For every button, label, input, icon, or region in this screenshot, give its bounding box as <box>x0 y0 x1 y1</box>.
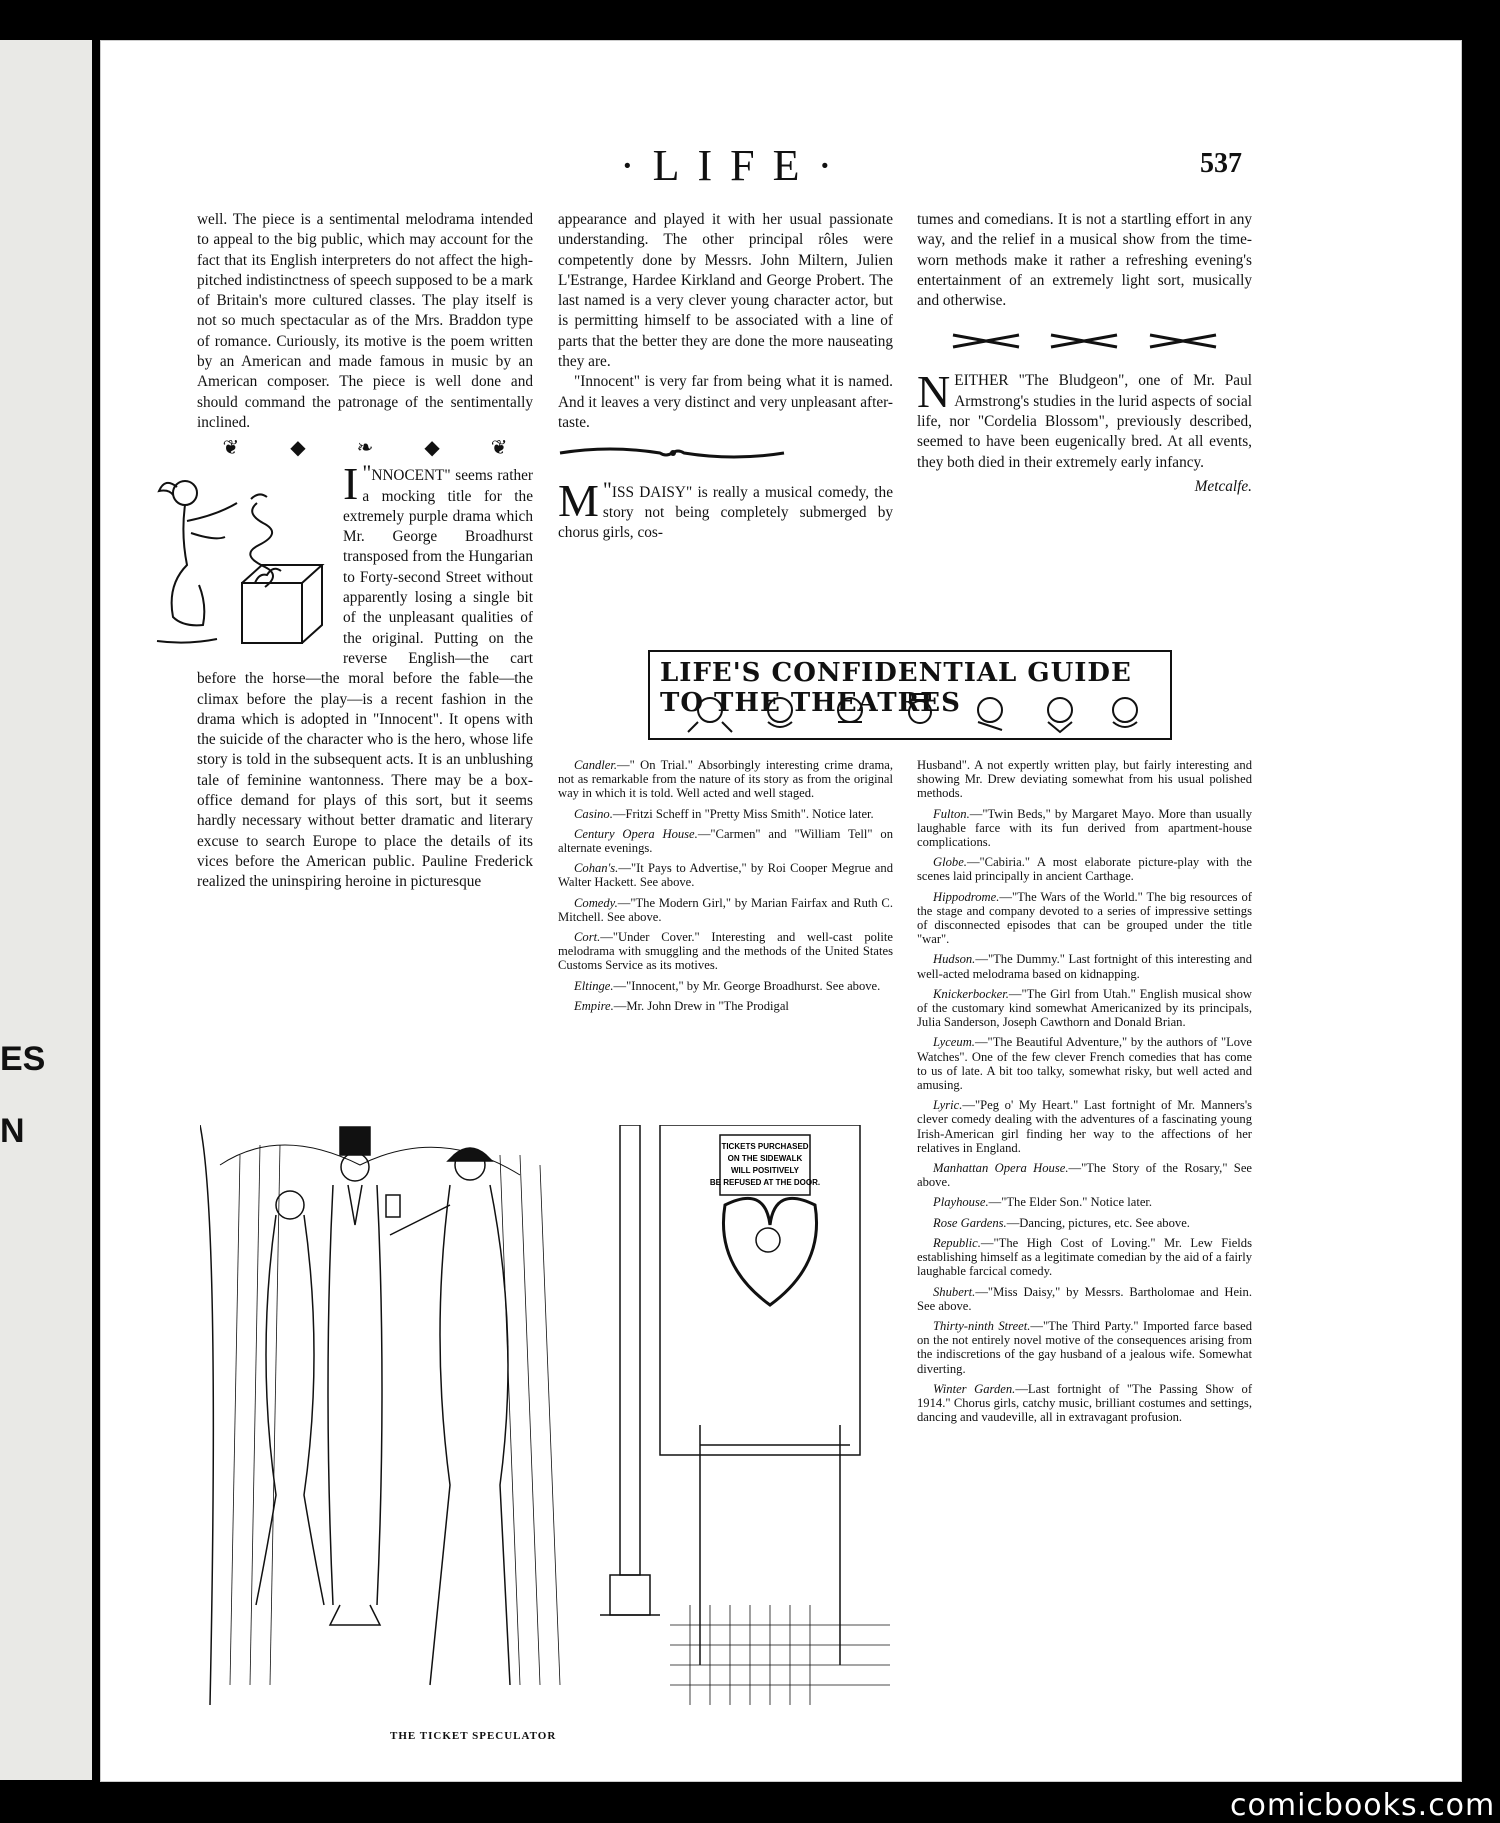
ornament-divider <box>197 433 533 463</box>
theatre-listing <box>558 861 893 889</box>
theatre-listing <box>917 1319 1252 1376</box>
column-2 <box>558 210 893 543</box>
ornament-icon: ◆ <box>424 437 440 460</box>
adjacent-page-fragment: ES <box>0 1040 46 1078</box>
venue-name: Century Opera House. <box>574 826 698 841</box>
cartoon-caption: THE TICKET SPECULATOR <box>390 1730 557 1742</box>
venue-name: Lyceum. <box>933 1035 975 1050</box>
crossed-swords-icon <box>951 331 1021 351</box>
listing-text: —"The Girl from Utah." English musical show of the customary kind somewhat Americanized by its principals, Julia Sanderson, Joseph Cawthorn and Donald Brian. <box>917 986 1252 1030</box>
venue-name: Winter Garden. <box>933 1381 1016 1396</box>
theatre-guide-banner <box>648 650 1172 740</box>
listing-text: —"It Pays to Advertise," by Roi Cooper Megrue and Walter Hackett. See above. <box>558 861 893 890</box>
venue-name: Hippodrome. <box>933 889 1000 904</box>
crossed-swords-icon <box>1148 331 1218 351</box>
paragraph: ISS DAISY" is really a musical comedy, the story not being completely submerged by chorus girls, cos- <box>558 483 893 542</box>
listing-text: —" On Trial." Absorbingly interesting crime drama, not as remarkable from the nature of its story as from the original way in which it is told. Well acted and well staged. <box>558 758 893 801</box>
theatre-listing <box>558 827 893 855</box>
theatre-listing <box>917 1195 1252 1209</box>
kneeling-figure-with-snake-illustration <box>137 463 337 663</box>
theatre-listing <box>917 890 1252 947</box>
ornament-icon: ❦ <box>490 437 508 460</box>
theatre-listings-left <box>558 758 893 1019</box>
theatre-listing <box>917 855 1252 883</box>
venue-name: Rose Gardens. <box>933 1215 1007 1230</box>
venue-name: Playhouse. <box>933 1195 989 1210</box>
listing-text: —"Cabiria." A most elaborate picture-play with the scenes laid principally in ancient Carthage. <box>917 855 1252 884</box>
venue-name: Candler. <box>574 758 618 772</box>
author-signature: Metcalfe. <box>1194 477 1252 495</box>
review-innocent: " I NNOCENT" seems rather a mocking title for the extremely purple drama which Mr. George Broadhurst transposed from the Hungarian to Forty-second Street without apparently losing a single bit of the unpleasant qualities of the original. Putting on the reverse English—the cart before the horse—the moral before the fable—the climax before the play—is a recent fashion in the drama which is adopted in "Innocent". It opens with the suicide of the character who is the hero, whose life story is told in the subsequent acts. It is an unblushing tale of feminine wantonness. There may be a box-office demand for plays of this sort, but it seems hardly necessary without better dramatic and literary excuse to search Europe to place the details of its vices before the American public. Pauline Frederick realized the uninspiring heroine in picturesque <box>197 463 533 892</box>
theatre-listing <box>558 896 893 924</box>
watermark-text: comicbooks.com <box>1230 1788 1496 1823</box>
drop-cap: M <box>558 474 599 526</box>
listing-text: —"The Beautiful Adventure," by the authors of "Love Watches". One of the few clever French comedies that has come to us of late. A bit too talky, somewhat risky, but well acted and amusing. <box>917 1035 1252 1093</box>
venue-name: Shubert. <box>933 1284 976 1299</box>
listing-text: —"The Dummy." Last fortnight of this interesting and well-acted melodrama based on kidnapping. <box>917 952 1252 981</box>
theatre-listing <box>917 1382 1252 1425</box>
theatre-listing <box>558 979 893 993</box>
theatre-listings-right <box>917 758 1252 1430</box>
ticket-speculator-cartoon-illustration <box>200 1125 890 1705</box>
guide-banner-title: LIFE'S CONFIDENTIAL GUIDE TO THE THEATRES <box>660 658 1132 718</box>
theatre-listing <box>558 807 893 821</box>
crossed-swords-icon <box>1049 331 1119 351</box>
venue-name: Globe. <box>933 855 967 870</box>
ticket-sign-text: WILL POSITIVELY <box>730 1166 800 1175</box>
theatre-listing <box>917 1216 1252 1230</box>
listing-text: —"Peg o' My Heart." Last fortnight of Mr. Manners's clever comedy dealing with the adventures of a fascinating young Irish-American girl finding her way to the affections of her relatives in England. <box>917 1098 1252 1155</box>
theatre-listing <box>917 952 1252 980</box>
listing-text: —"Under Cover." Interesting and well-cast polite melodrama with smuggling and the methods of the United States Customs Service as its motives. <box>558 930 893 973</box>
venue-name: Empire. <box>574 998 614 1013</box>
venue-name: Hudson. <box>933 952 976 967</box>
listing-text: —"Carmen" and "William Tell" on alternate evenings. <box>558 826 893 856</box>
venue-name: Lyric. <box>933 1098 963 1113</box>
listing-text: —"The High Cost of Loving." Mr. Lew Fields establishing himself as a legitimate comedian by the aid of a fairly laughable farcical comedy. <box>917 1235 1252 1279</box>
paragraph: tumes and comedians. It is not a startling effort in any way, and the relief in a musical show from the time-worn methods make it rather a refreshing evening's entertainment of an extremely light sort, musically and otherwise. <box>917 211 1252 310</box>
paragraph: well. The piece is a sentimental melodrama intended to appeal to the big public, which may account for the fact that its English interpreters do not affect the high-pitched indistinctness of speech supposed to be a mark of Britain's more cultured classes. The play itself is not so much spectacular as of the Mrs. Braddon type of romance. Curiously, its motive is the poem written by an American and made famous in music by an American composer. The piece is well done and should command the patronage of the sentimentally inclined. <box>197 211 533 431</box>
listing-text: —"Twin Beds," by Margaret Mayo. More than usually laughable farce with its fun derived from apartment-house complications. <box>917 806 1252 850</box>
venue-name: Comedy. <box>574 895 618 910</box>
ticket-sign-text: ON THE SIDEWALK <box>727 1154 803 1163</box>
theatre-listing <box>917 1161 1252 1189</box>
paragraph: EITHER "The Bludgeon", one of Mr. Paul Armstrong's studies in the lurid aspects of social life, nor "Cordelia Blossom", previously described, seemed to have been eugenically bred. At all events, they both died in their extremely early infancy. <box>917 372 1252 471</box>
listing-text: —Dancing, pictures, etc. See above. <box>1006 1215 1190 1230</box>
theatre-listing <box>917 1285 1252 1313</box>
listing-text: —Last fortnight of "The Passing Show of 1914." Chorus girls, catchy music, brilliant costumes and settings, dancing and vaudeville, all in extravagant profusion. <box>917 1381 1253 1425</box>
listing-text: —Mr. John Drew in "The Prodigal <box>613 998 789 1013</box>
listing-text: —"The Story of the Rosary," See above. <box>917 1161 1252 1190</box>
listing-continuation: Husband". A not expertly written play, but fairly interesting and showing Mr. Drew deviating somewhat from his usual polished methods. <box>917 758 1252 801</box>
listing-text: —"Innocent," by Mr. George Broadhurst. See above. <box>613 978 881 993</box>
review-miss-daisy: " M ISS DAISY" is really a musical comedy, the story not being completely submerged by chorus girls, cos- <box>558 474 893 542</box>
theatre-listing <box>917 807 1252 850</box>
venue-name: Republic. <box>933 1235 981 1250</box>
adjacent-page-edge <box>0 40 92 1780</box>
review-neither <box>917 366 1252 472</box>
page-number: 537 <box>1200 148 1242 179</box>
theatre-listing <box>558 930 893 973</box>
theatre-listing <box>917 987 1252 1030</box>
venue-name: Casino. <box>574 806 613 821</box>
listing-text: —Fritzi Scheff in "Pretty Miss Smith". Notice later. <box>612 806 874 821</box>
listing-text: —"The Wars of the World." The big resources of the stage and company devoted to a series of impressive settings of disconnected episodes that can be grouped under the title "war". <box>917 889 1252 947</box>
paragraph: NNOCENT" seems rather a mocking title for the extremely purple drama which Mr. George Broadhurst transposed from the Hungarian to Forty-second Street without apparently losing a single bit of the unpleasant qualities of the original. Putting on the reverse English—the cart before the horse—the moral before the fable—the climax before the play—is a recent fashion in the drama which is adopted in "Innocent". It opens with the suicide of the character who is the hero, whose life story is told in the subsequent acts. It is an unblushing tale of feminine wantonness. There may be a box-office demand for plays of this sort, but it seems hardly necessary without better dramatic and literary excuse to search Europe to place the details of its vices before the American public. Pauline Frederick realized the uninspiring heroine in picturesque <box>197 467 533 891</box>
venue-name: Cort. <box>574 930 601 945</box>
venue-name: Thirty-ninth Street. <box>933 1318 1031 1333</box>
listing-text: —"The Modern Girl," by Marian Fairfax and Ruth C. Mitchell. See above. <box>558 895 893 924</box>
theatre-listing <box>558 758 893 801</box>
listing-text: —"The Third Party." Imported farce based on the not entirely novel motive of the consequences arising from the indiscretions of the gay husband of a jealous wife. Somewhat diverting. <box>917 1318 1252 1376</box>
caricature-figures-illustration <box>670 692 1150 734</box>
ornament-icon: ❦ <box>222 437 240 460</box>
venue-name: Fulton. <box>933 806 970 821</box>
theatre-listing <box>917 1236 1252 1279</box>
scan-top-border <box>0 0 1500 40</box>
drop-cap: I <box>343 458 359 510</box>
ticket-sign-text: BE REFUSED AT THE DOOR. <box>709 1178 821 1187</box>
venue-name: Eltinge. <box>574 978 614 993</box>
masthead-title: ·LIFE· <box>620 141 851 190</box>
column-1 <box>197 210 533 893</box>
theatre-listing <box>558 999 893 1013</box>
fleuron-divider-icon <box>558 447 788 459</box>
paragraph: "Innocent" is very far from being what it is named. And it leaves a very distinct and very unpleasant after-taste. <box>558 373 893 431</box>
adjacent-page-fragment: N <box>0 1112 25 1150</box>
crossed-ornament-divider <box>937 331 1232 351</box>
listing-text: —"The Elder Son." Notice later. <box>988 1195 1153 1210</box>
venue-name: Knickerbocker. <box>933 986 1009 1001</box>
ornament-icon: ❧ <box>356 437 374 460</box>
theatre-listing <box>917 1035 1252 1092</box>
venue-name: Cohan's. <box>574 861 619 876</box>
ornament-icon: ◆ <box>290 437 306 460</box>
listing-text: —"Miss Daisy," by Messrs. Bartholomae and Hein. See above. <box>917 1284 1252 1313</box>
drop-cap: N <box>917 366 951 418</box>
paragraph: appearance and played it with her usual passionate understanding. The other principal rôles were competently done by Messrs. John Miltern, Julien L'Estrange, Hardee Kirkland and George Probert. The last named is a very clever young character actor, but is permitting himself to be associated with a line of parts that the better they are done the more nauseating they are. <box>558 211 893 371</box>
venue-name: Manhattan Opera House. <box>933 1161 1069 1176</box>
ticket-sign-text: TICKETS PURCHASED <box>721 1142 809 1151</box>
column-3 <box>917 210 1252 497</box>
theatre-listing <box>917 1098 1252 1155</box>
